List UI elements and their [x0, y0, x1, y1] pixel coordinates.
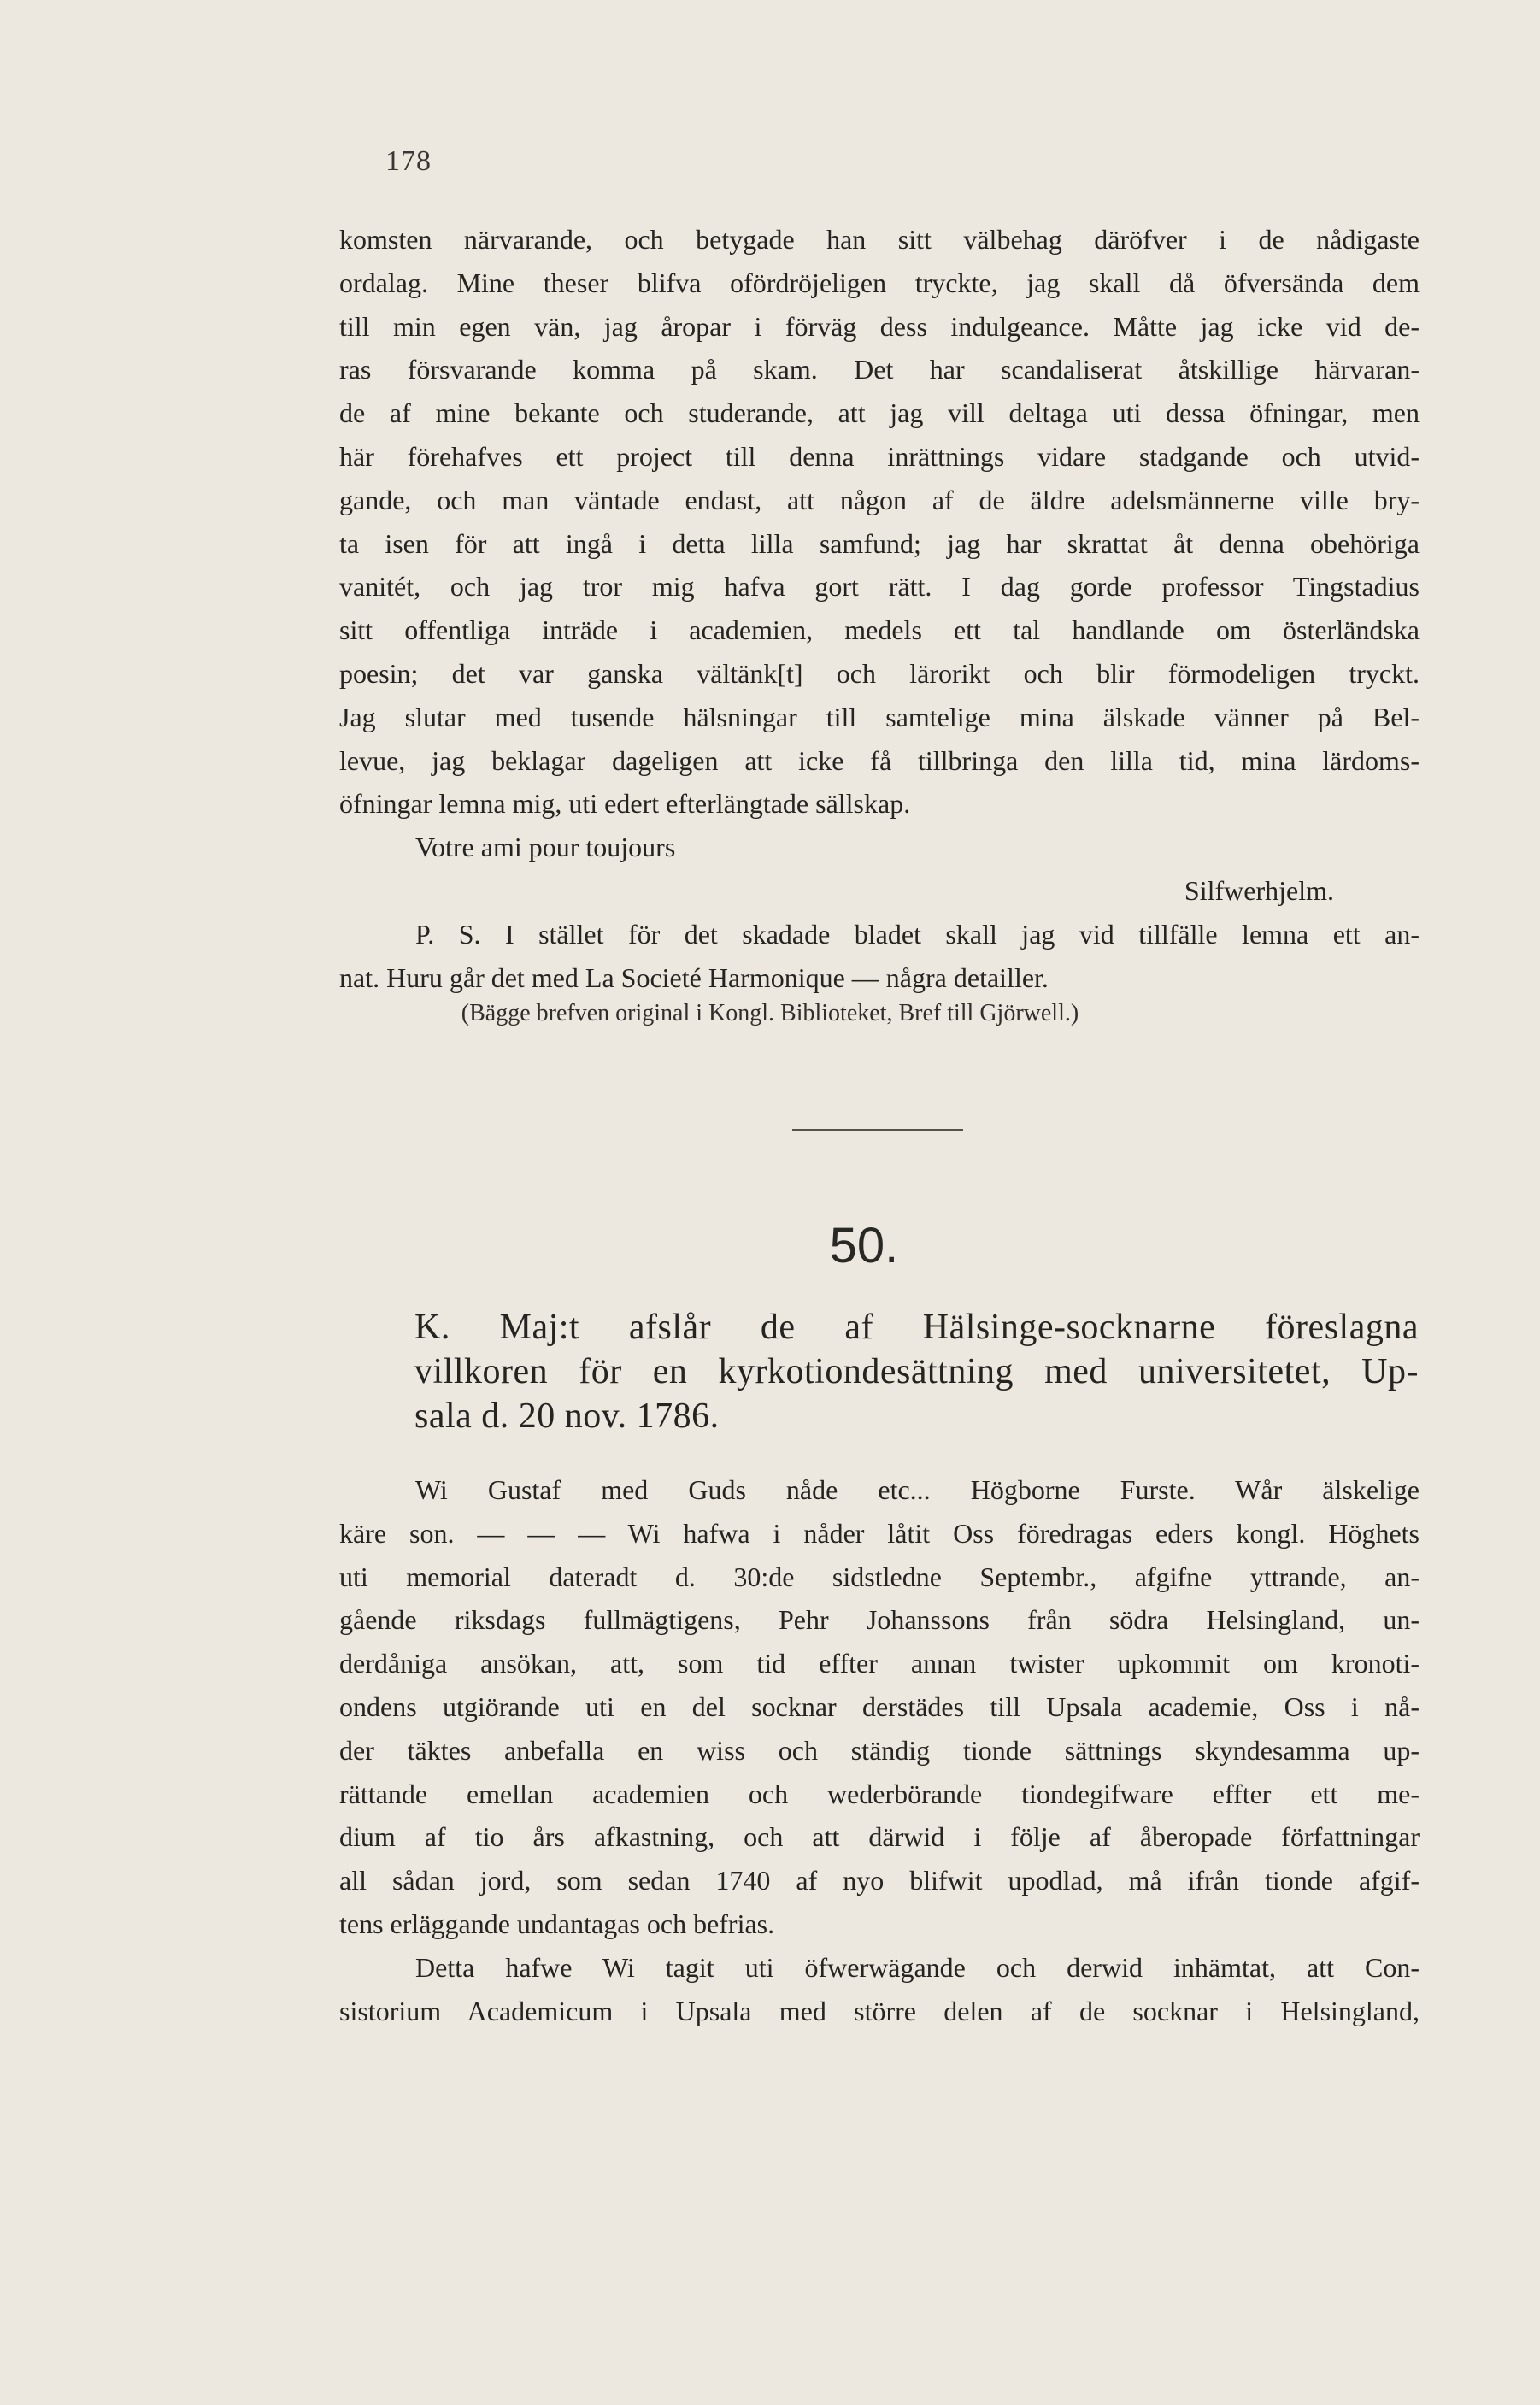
- text-line: rättande emellan academien och wederbörande tiondegifware effter ett me-: [339, 1778, 1420, 1809]
- letter-text: [339, 218, 1420, 999]
- text-line: de af mine bekante och studerande, att jag vill deltaga uti dessa öfningar, men: [339, 397, 1420, 429]
- text-line: ordalag. Mine theser blifva ofördröjeligen tryckte, jag skall då öfversända dem: [339, 267, 1420, 298]
- text-line: derdåniga ansökan, att, som tid effter annan twister upkommit om kronoti-: [339, 1648, 1420, 1679]
- text-line: ras försvarande komma på skam. Det har scandaliserat åtskillige härvaran-: [339, 354, 1420, 385]
- page-number: 178: [385, 145, 432, 177]
- source-note: (Bägge brefven original i Kongl. Biblioteket, Bref till Gjörwell.): [461, 1000, 1079, 1026]
- letter-signature: Silfwerhjelm.: [1184, 874, 1334, 906]
- text-line: komsten närvarande, och betygade han sitt välbehag däröfver i de nådigaste: [339, 224, 1420, 255]
- heading-line: sala d. 20 nov. 1786.: [414, 1397, 720, 1436]
- text-line: levue, jag beklagar dageligen att icke få tillbringa den lilla tid, mina lärdoms-: [339, 744, 1420, 776]
- text-line: poesin; det var ganska vältänk[t] och lärorikt och blir förmodeligen tryckt.: [339, 657, 1420, 689]
- postscript-line: nat. Huru går det med La Societé Harmonique — några detailler.: [339, 961, 1049, 993]
- text-line: till min egen vän, jag åropar i förväg dess indulgeance. Måtte jag icke vid de-: [339, 310, 1420, 342]
- text-line: öfningar lemna mig, uti edert efterlängtade sällskap.: [339, 788, 911, 820]
- document-body: [339, 1468, 1420, 2032]
- text-line: Wi Gustaf med Guds nåde etc... Högborne Furste. Wår älskelige: [415, 1474, 1420, 1505]
- letter-closing: Votre ami pour toujours: [415, 832, 676, 863]
- text-line: dium af tio års afkastning, och att därwid i följe af åberopade författningar: [339, 1821, 1420, 1853]
- text-line: tens erläggande undantagas och befrias.: [339, 1908, 775, 1939]
- heading-line: villkoren för en kyrkotiondesättning med universitetet, Up-: [414, 1352, 1419, 1391]
- heading-line: K. Maj:t afslår de af Hälsinge-socknarne föreslagna: [414, 1308, 1419, 1347]
- document-number: 50.: [829, 1218, 899, 1273]
- text-line: der täktes anbefalla en wiss och ständig tionde sättnings skyndesamma up-: [339, 1734, 1420, 1766]
- section-divider: [792, 1129, 963, 1131]
- text-line: vanitét, och jag tror mig hafva gort rätt. I dag gorde professor Tingstadius: [339, 571, 1420, 603]
- text-line: all sådan jord, som sedan 1740 af nyo blifwit upodlad, må ifrån tionde afgif-: [339, 1865, 1420, 1896]
- text-line: här förehafves ett project till denna inrättnings vidare stadgande och utvid-: [339, 440, 1420, 472]
- text-line: gande, och man väntade endast, att någon af de äldre adelsmännerne ville bry-: [339, 484, 1420, 515]
- postscript-line: P. S. I stället för det skadade bladet skall jag vid tillfälle lemna ett an-: [415, 918, 1420, 950]
- document-heading: [414, 1305, 1419, 1438]
- text-line: Jag slutar med tusende hälsningar till samtelige mina älskade vänner på Bel-: [339, 701, 1420, 732]
- text-line: sistorium Academicum i Upsala med större delen af de socknar i Helsingland,: [339, 1995, 1420, 2026]
- text-line: gående riksdags fullmägtigens, Pehr Johanssons från södra Helsingland, un-: [339, 1604, 1420, 1636]
- text-line: ta isen för att ingå i detta lilla samfund; jag har skrattat åt denna obehöriga: [339, 527, 1420, 559]
- text-line: sitt offentliga inträde i academien, medels ett tal handlande om österländska: [339, 614, 1420, 646]
- text-line: käre son. — — — Wi hafwa i nåder låtit Oss föredragas eders kongl. Höghets: [339, 1517, 1420, 1549]
- text-line: Detta hafwe Wi tagit uti öfwerwägande och derwid inhämtat, att Con-: [415, 1951, 1420, 1983]
- text-line: uti memorial dateradt d. 30:de sidstledne Septembr., afgifne yttrande, an-: [339, 1561, 1420, 1592]
- text-line: ondens utgiörande uti en del socknar derstädes till Upsala academie, Oss i nå-: [339, 1691, 1420, 1722]
